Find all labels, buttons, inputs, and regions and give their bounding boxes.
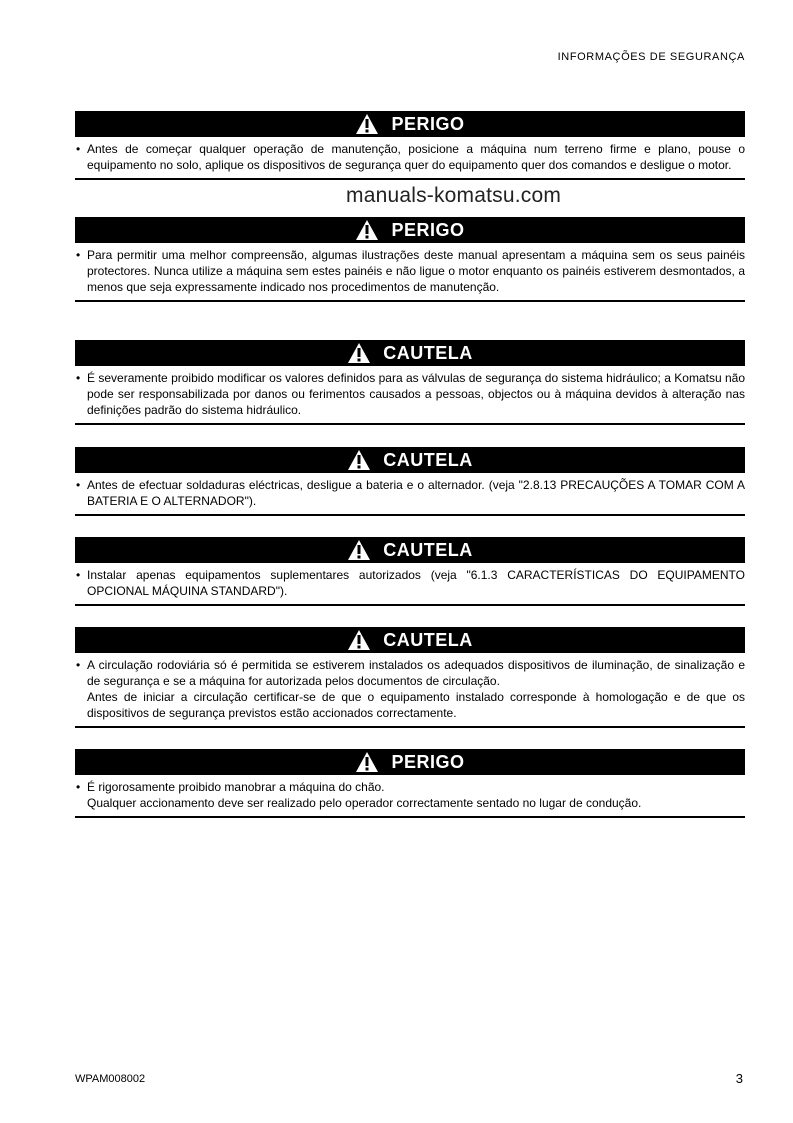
warning-triangle-icon bbox=[355, 219, 379, 241]
notice-header-cautela bbox=[75, 627, 745, 653]
warning-triangle-icon bbox=[355, 113, 379, 135]
notice-body bbox=[75, 473, 745, 514]
notice-text: Qualquer accionamento deve ser realizado pelo operador correctamente sentado no lugar de condução. bbox=[87, 796, 642, 810]
warning-triangle-icon bbox=[347, 342, 371, 364]
divider bbox=[75, 816, 745, 818]
notice-text: É severamente proibido modificar os valores definidos para as válvulas de segurança do sistema hidráulico; a Komatsu não pode ser responsabilizada por danos ou ferimentos causados a pessoas, objectos ou à máquina devidos à alteração nas definições padrão do sistema hidráulico. bbox=[87, 371, 745, 417]
bullet-icon: • bbox=[76, 568, 81, 582]
notice-header-perigo bbox=[75, 749, 745, 775]
notice-level: CAUTELA bbox=[383, 449, 473, 470]
safety-notice bbox=[75, 340, 745, 425]
footer-doc-code: WPAM008002 bbox=[75, 1073, 146, 1085]
notice-text: A circulação rodoviária só é permitida se estiverem instalados os adequados dispositivos de iluminação, de sinalização e de segurança e se a máquina for autorizada pelos documentos de circulação. bbox=[87, 658, 745, 688]
notice-text: Para permitir uma melhor compreensão, algumas ilustrações deste manual apresentam a máquina sem os seus painéis protectores. Nunca utilize a máquina sem estes painéis e não ligue o motor enquanto os painéis estiverem desmontados, a menos que seja expressamente indicado nos procedimentos de manutenção. bbox=[87, 248, 745, 294]
divider bbox=[75, 178, 745, 180]
notice-body bbox=[75, 775, 745, 816]
notice-level: CAUTELA bbox=[383, 629, 473, 650]
warning-triangle-icon bbox=[347, 539, 371, 561]
notice-header-cautela bbox=[75, 447, 745, 473]
bullet-icon: • bbox=[76, 248, 81, 262]
page-number: 3 bbox=[735, 1071, 743, 1086]
notice-text: Antes de efectuar soldaduras eléctricas, desligue a bateria e o alternador. (veja "2.8.13 PRECAUÇÕES A TOMAR COM A BATERIA E O ALTERNADOR"). bbox=[87, 478, 745, 508]
notice-header-cautela bbox=[75, 340, 745, 366]
bullet-icon: • bbox=[76, 658, 81, 672]
divider bbox=[75, 423, 745, 425]
notice-header-perigo bbox=[75, 217, 745, 243]
notice-level: PERIGO bbox=[391, 751, 465, 772]
warning-triangle-icon bbox=[347, 449, 371, 471]
notice-body bbox=[75, 366, 745, 423]
notice-body bbox=[75, 563, 745, 604]
bullet-icon: • bbox=[76, 371, 81, 385]
safety-notice bbox=[75, 447, 745, 516]
notice-body bbox=[75, 653, 745, 726]
bullet-icon: • bbox=[76, 780, 81, 794]
divider bbox=[75, 604, 745, 606]
notice-text: Instalar apenas equipamentos suplementares autorizados (veja "6.1.3 CARACTERÍSTICAS DO EQUIPAMENTO OPCIONAL MÁQUINA STANDARD"). bbox=[87, 568, 745, 598]
bullet-icon: • bbox=[76, 142, 81, 156]
notice-header-perigo bbox=[75, 111, 745, 137]
safety-notice bbox=[75, 537, 745, 606]
watermark: manuals-komatsu.com bbox=[346, 184, 562, 207]
divider bbox=[75, 726, 745, 728]
notice-level: PERIGO bbox=[391, 219, 465, 240]
notice-level: CAUTELA bbox=[383, 539, 473, 560]
header-section-title: INFORMAÇÕES DE SEGURANÇA bbox=[557, 51, 745, 63]
notice-text: Antes de começar qualquer operação de manutenção, posicione a máquina num terreno firme e plano, pouse o equipamento no solo, aplique os dispositivos de segurança quer do equipamento quer dos comandos e desligue o motor. bbox=[87, 142, 745, 172]
bullet-icon: • bbox=[76, 478, 81, 492]
safety-notice bbox=[75, 749, 745, 818]
warning-triangle-icon bbox=[347, 629, 371, 651]
notice-level: PERIGO bbox=[391, 113, 465, 134]
notice-level: CAUTELA bbox=[383, 342, 473, 363]
notice-text: É rigorosamente proibido manobrar a máquina do chão. bbox=[87, 780, 385, 794]
notice-body bbox=[75, 243, 745, 300]
safety-notice bbox=[75, 217, 745, 302]
warning-triangle-icon bbox=[355, 751, 379, 773]
notice-text: Antes de iniciar a circulação certificar-se de que o equipamento instalado corresponde à homologação e de que os dispositivos de segurança previstos estão accionados correctamente. bbox=[87, 690, 745, 720]
divider bbox=[75, 514, 745, 516]
safety-notice bbox=[75, 627, 745, 728]
safety-notice bbox=[75, 111, 745, 180]
divider bbox=[75, 300, 745, 302]
notice-body bbox=[75, 137, 745, 178]
notice-header-cautela bbox=[75, 537, 745, 563]
